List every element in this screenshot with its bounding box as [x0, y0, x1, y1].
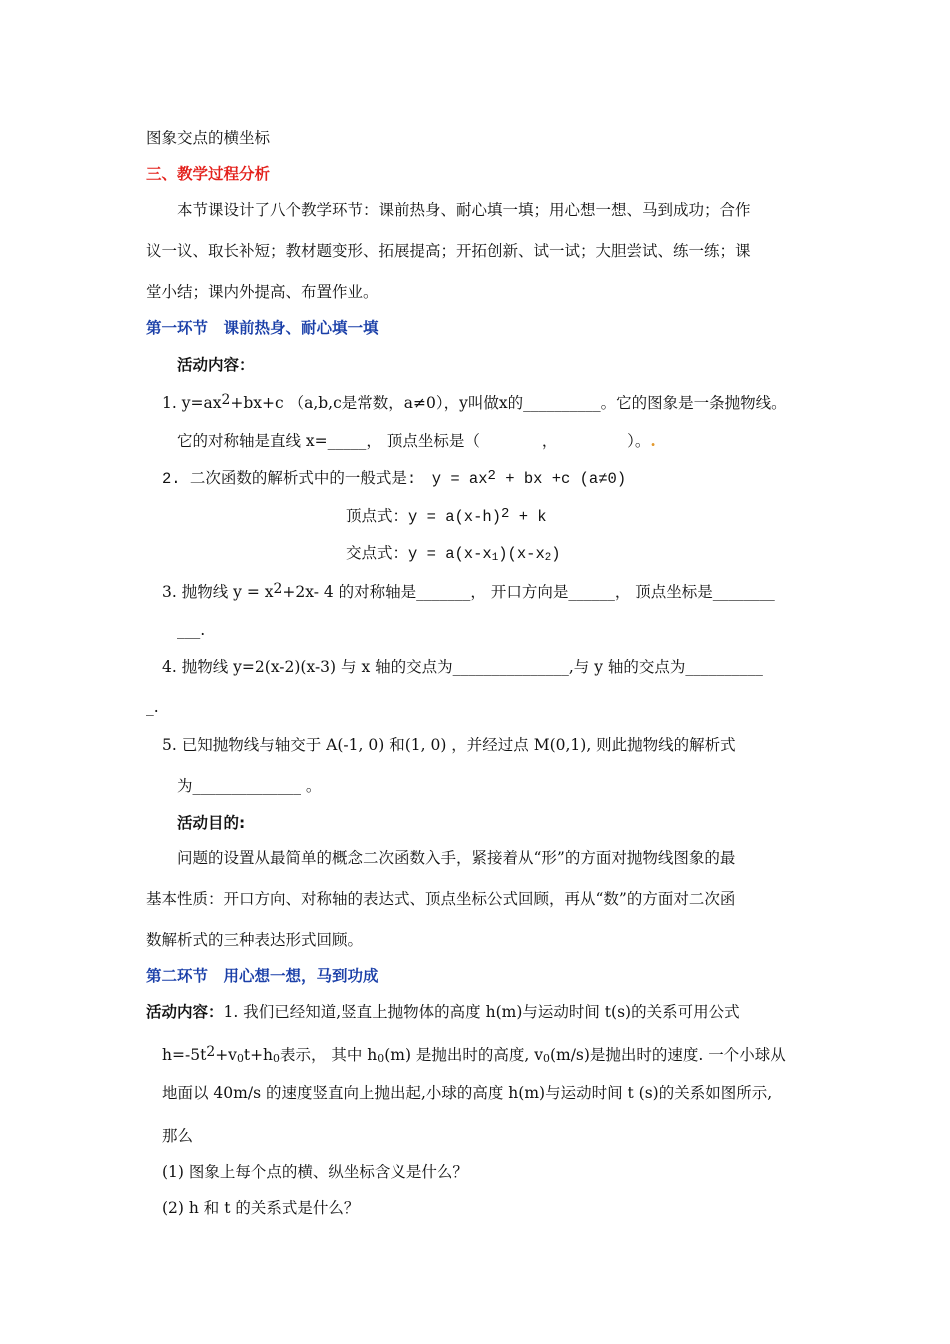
orange-dot: .	[650, 431, 656, 450]
question-number: 5.	[162, 736, 177, 754]
section-title: 三、教学过程分析	[146, 165, 271, 183]
exponent: 2	[273, 581, 283, 597]
subscript: 0	[236, 1052, 244, 1065]
intro-line-1: 本节课设计了八个教学环节：课前热身、耐心填一填；用心想一想、马到成功；合作	[177, 201, 751, 219]
subscript: 1	[491, 552, 499, 564]
intercept-form	[346, 544, 561, 564]
vertex-form-rest: + k	[509, 508, 547, 526]
subscript: 2	[544, 552, 552, 564]
question-number: 1.	[162, 394, 177, 412]
question-1-formula: y=ax	[181, 394, 222, 412]
intercept-form-end: )	[551, 545, 561, 563]
goal-line-3: 数解析式的三种表达形式回顾。	[146, 931, 364, 949]
vertex-form	[346, 507, 547, 527]
question-number: 4.	[162, 658, 177, 676]
exponent: 2	[206, 1044, 216, 1060]
stage2-line-3: 地面以 40m/s 的速度竖直向上抛出起,小球的高度 h(m)与运动时间 t (s)的关系如图所示,	[162, 1084, 773, 1102]
subscript: 0	[543, 1052, 550, 1065]
question-1-line-2	[177, 431, 656, 451]
formula-part: t+h	[243, 1046, 274, 1064]
question-1-text: +bx+c （a,b,c是常数，a≠0），y叫做x的__________。它的图象是一条抛物线。	[230, 394, 787, 412]
question-4-text: 抛物线 y=2(x-2)(x-3) 与 x 轴的交点为_______________,与 y 轴的交点为__________	[181, 658, 763, 676]
goal-line-2: 基本性质：开口方向、对称轴的表达式、顶点坐标公式回顾，再从“数”的方面对二次函	[146, 890, 736, 908]
formula-part: (m) 是抛出时的高度, v	[384, 1046, 544, 1064]
stage2-line-4: 那么	[162, 1127, 194, 1145]
formula-part: +v	[215, 1046, 237, 1064]
question-5-text: 已知抛物线与轴交于 A(-1, 0) 和(1, 0) ，并经过点 M(0,1), 则此抛物线的解析式	[181, 736, 736, 754]
question-1	[162, 393, 787, 413]
activity-goal-label: 活动目的:	[177, 814, 246, 832]
activity-content-label: 活动内容：	[177, 356, 255, 374]
question-2	[162, 469, 626, 489]
stage1-title: 第一环节 课前热身、耐心填一填	[146, 319, 379, 337]
vertex-form-text: 顶点式：y = a(x-h)	[346, 508, 502, 526]
subscript: 0	[273, 1052, 280, 1065]
exponent: 2	[487, 468, 496, 484]
question-1-continuation: 它的对称轴是直线 x=_____， 顶点坐标是（ ， ）。	[177, 432, 651, 450]
stage2-line-1	[146, 1002, 740, 1022]
question-5	[162, 735, 736, 755]
activity-content-label: 活动内容：	[146, 1003, 224, 1021]
general-form: 二次函数的解析式中的一般式是: y = ax	[189, 470, 488, 488]
question-3-text: 抛物线 y = x	[181, 583, 274, 601]
sub-question-2: (2) h 和 t 的关系式是什么？	[162, 1199, 360, 1217]
formula-part: 表示， 其中 h	[279, 1046, 378, 1064]
question-3	[162, 582, 775, 602]
question-number: 3.	[162, 583, 177, 601]
intercept-form-part: -x	[473, 545, 492, 563]
intro-line-2: 议一议、取长补短；教材题变形、拓展提高；开拓创新、试一试；大胆尝试、练一练；课	[146, 242, 751, 260]
intro-line-3: 堂小结；课内外提高、布置作业。	[146, 283, 379, 301]
question-4	[162, 657, 763, 677]
goal-line-1: 问题的设置从最简单的概念二次函数入手，紧接着从“形”的方面对抛物线图象的最	[177, 849, 736, 867]
question-4-line-2: _.	[146, 698, 159, 716]
question-5-line-2: 为______________ 。	[177, 777, 322, 795]
question-3-line-2: ___.	[177, 621, 206, 639]
formula-part: (m/s)是抛出时的速度. 一个小球从	[549, 1046, 786, 1064]
sub-question-1: (1) 图象上每个点的横、纵坐标含义是什么？	[162, 1163, 468, 1181]
question-number: 2.	[162, 470, 181, 488]
intercept-form-part: )(x-x	[498, 545, 545, 563]
stage2-text: 1. 我们已经知道,竖直上抛物体的高度 h(m)与运动时间 t(s)的关系可用公式	[223, 1003, 740, 1021]
stage2-line-2	[162, 1045, 786, 1065]
exponent: 2	[501, 506, 510, 522]
question-3-rest: +2x- 4 的对称轴是_______， 开口方向是______， 顶点坐标是________	[282, 583, 775, 601]
formula-part: h=-5t	[162, 1046, 207, 1064]
general-form-rest: + bx +c (a≠0)	[495, 470, 627, 488]
top-line: 图象交点的横坐标	[146, 129, 271, 147]
stage2-title: 第二环节 用心想一想，马到功成	[146, 967, 379, 985]
intercept-form-text: 交点式：y = a(x	[346, 545, 474, 563]
exponent: 2	[221, 392, 231, 408]
subscript: 0	[377, 1052, 385, 1065]
